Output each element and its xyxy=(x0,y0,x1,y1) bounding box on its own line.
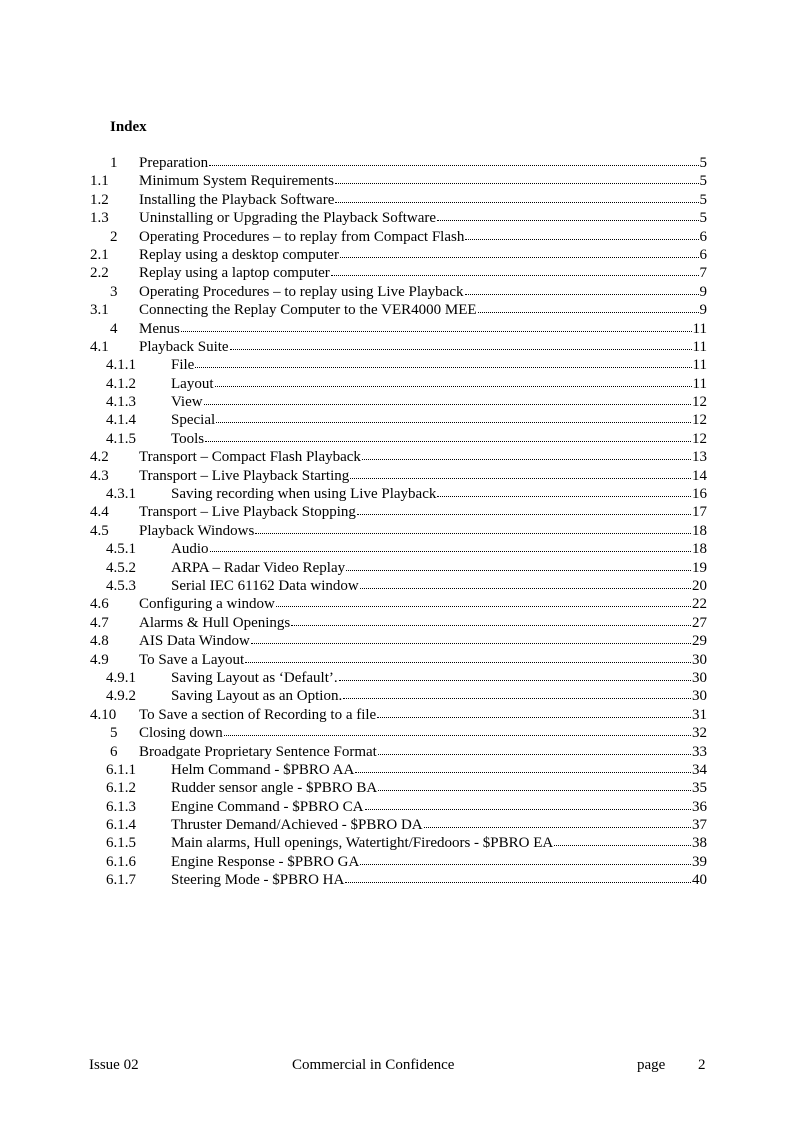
toc-section-number: 4.1.5 xyxy=(106,430,136,447)
toc-section-number: 4.1 xyxy=(90,338,109,355)
toc-title[interactable]: Thruster Demand/Achieved - $PBRO DA xyxy=(171,817,423,834)
toc-title[interactable]: Installing the Playback Software xyxy=(139,191,335,208)
toc-page-number: 6 xyxy=(699,228,707,245)
toc-entry[interactable] xyxy=(171,540,707,558)
toc-entry[interactable] xyxy=(139,503,707,521)
toc-dot-leader xyxy=(355,760,691,773)
toc-row[interactable] xyxy=(0,209,793,227)
toc-title[interactable]: Helm Command - $PBRO AA xyxy=(171,761,355,778)
toc-page-number: 31 xyxy=(692,706,707,723)
footer-confidentiality: Commercial in Confidence xyxy=(292,1057,455,1073)
toc-row[interactable] xyxy=(0,503,793,521)
toc-section-number: 6.1.4 xyxy=(106,817,136,834)
toc-page-number: 34 xyxy=(692,761,707,778)
toc-row[interactable] xyxy=(0,411,793,429)
toc-section-number: 4.1.4 xyxy=(106,412,136,429)
toc-page-number: 30 xyxy=(692,669,707,686)
toc-section-number: 3.1 xyxy=(90,302,109,319)
toc-dot-leader xyxy=(224,723,691,736)
toc-section-number: 4.9.2 xyxy=(106,688,136,705)
toc-row[interactable] xyxy=(0,853,793,871)
toc-section-number: 6.1.2 xyxy=(106,780,136,797)
toc-dot-leader xyxy=(276,594,691,607)
toc-dot-leader xyxy=(346,558,691,571)
toc-title[interactable]: AIS Data Window xyxy=(139,633,250,650)
toc-title[interactable]: Saving Layout as an Option. xyxy=(171,688,343,705)
toc-page-number: 35 xyxy=(692,780,707,797)
toc-dot-leader xyxy=(378,742,691,755)
toc-entry[interactable] xyxy=(139,338,707,356)
toc-dot-leader xyxy=(215,374,692,387)
toc-row[interactable] xyxy=(0,320,793,338)
toc-dot-leader xyxy=(245,650,691,663)
toc-section-number: 2.1 xyxy=(90,246,109,263)
toc-entry[interactable] xyxy=(171,871,707,889)
toc-row[interactable] xyxy=(0,375,793,393)
toc-entry[interactable] xyxy=(139,467,707,485)
toc-entry[interactable] xyxy=(171,816,707,834)
toc-title[interactable]: File xyxy=(171,357,195,374)
toc-entry[interactable] xyxy=(171,779,707,797)
toc-page-number: 5 xyxy=(699,173,707,190)
toc-dot-leader xyxy=(255,521,691,534)
toc-dot-leader xyxy=(251,631,691,644)
toc-title[interactable]: Layout xyxy=(171,375,214,392)
toc-dot-leader xyxy=(205,429,691,442)
toc-section-number: 6 xyxy=(110,743,118,760)
toc-title[interactable]: Special xyxy=(171,412,216,429)
footer-page-label: page xyxy=(637,1057,666,1073)
toc-entry[interactable] xyxy=(171,356,707,374)
toc-section-number: 3 xyxy=(110,283,118,300)
toc-section-number: 1.3 xyxy=(90,210,109,227)
toc-page-number: 5 xyxy=(699,191,707,208)
toc-entry[interactable] xyxy=(139,448,707,466)
toc-dot-leader xyxy=(335,171,699,184)
toc-row[interactable] xyxy=(0,798,793,816)
toc-entry[interactable] xyxy=(139,283,707,301)
toc-row[interactable] xyxy=(0,651,793,669)
toc-dot-leader xyxy=(291,613,691,626)
toc-entry[interactable] xyxy=(171,393,707,411)
toc-title[interactable]: Transport – Live Playback Starting xyxy=(139,467,350,484)
toc-section-number: 4.8 xyxy=(90,633,109,650)
toc-row[interactable] xyxy=(0,172,793,190)
toc-entry[interactable] xyxy=(171,375,707,393)
toc-row[interactable] xyxy=(0,595,793,613)
toc-section-number: 6.1.1 xyxy=(106,761,136,778)
toc-dot-leader xyxy=(554,833,691,846)
toc-row[interactable] xyxy=(0,246,793,264)
toc-entry[interactable] xyxy=(139,651,707,669)
toc-row[interactable] xyxy=(0,154,793,172)
toc-title[interactable]: Closing down xyxy=(139,725,223,742)
toc-title[interactable]: Alarms & Hull Openings xyxy=(139,614,291,631)
toc-entry[interactable] xyxy=(139,632,707,650)
toc-dot-leader xyxy=(362,447,691,460)
toc-section-number: 1 xyxy=(110,155,118,171)
toc-section-number: 1.1 xyxy=(90,173,109,190)
toc-entry[interactable] xyxy=(171,430,707,448)
toc-section-number: 6.1.6 xyxy=(106,853,136,870)
toc-row[interactable] xyxy=(0,301,793,319)
toc-row[interactable] xyxy=(0,228,793,246)
toc-dot-leader xyxy=(209,153,698,166)
toc-dot-leader xyxy=(230,337,692,350)
toc-title[interactable]: Operating Procedures – to replay from Compact Flash xyxy=(139,228,465,245)
footer-page-number: 2 xyxy=(698,1057,706,1073)
toc-page-number: 38 xyxy=(692,835,707,852)
toc-section-number: 4.5.2 xyxy=(106,559,136,576)
toc-dot-leader xyxy=(377,705,691,718)
toc-entry[interactable] xyxy=(139,172,707,190)
toc-page-number: 11 xyxy=(692,375,707,392)
toc-dot-leader xyxy=(210,539,692,552)
toc-page-number: 18 xyxy=(692,522,707,539)
toc-title[interactable]: Saving recording when using Live Playback xyxy=(171,486,437,503)
toc-dot-leader xyxy=(195,355,691,368)
toc-title[interactable]: Connecting the Replay Computer to the VER4000 MEE xyxy=(139,302,477,319)
toc-row[interactable] xyxy=(0,430,793,448)
toc-entry[interactable] xyxy=(139,724,707,742)
toc-section-number: 4.9 xyxy=(90,651,109,668)
toc-page-number: 12 xyxy=(692,430,707,447)
toc-title[interactable]: Operating Procedures – to replay using Live Playback xyxy=(139,283,464,300)
toc-entry[interactable] xyxy=(139,522,707,540)
toc-section-number: 4.7 xyxy=(90,614,109,631)
toc-title[interactable]: Engine Response - $PBRO GA xyxy=(171,853,360,870)
footer-issue: Issue 02 xyxy=(89,1057,139,1073)
toc-section-number: 6.1.5 xyxy=(106,835,136,852)
toc-row[interactable] xyxy=(0,559,793,577)
toc-entry[interactable] xyxy=(171,798,707,816)
toc-dot-leader xyxy=(331,263,699,276)
toc-page-number: 29 xyxy=(692,633,707,650)
toc-section-number: 4.4 xyxy=(90,504,109,521)
toc-title[interactable]: Steering Mode - $PBRO HA xyxy=(171,872,345,889)
toc-title[interactable]: Tools xyxy=(171,430,205,447)
toc-dot-leader xyxy=(340,245,699,258)
toc-row[interactable] xyxy=(0,191,793,209)
toc-section-number: 6.1.7 xyxy=(106,872,136,889)
toc-title[interactable]: Audio xyxy=(171,541,209,558)
toc-section-number: 4.3.1 xyxy=(106,486,136,503)
toc-page-number: 27 xyxy=(692,614,707,631)
toc-page-number: 9 xyxy=(699,283,707,300)
toc-row[interactable] xyxy=(0,522,793,540)
toc-entry[interactable] xyxy=(139,154,707,172)
toc-title[interactable]: Rudder sensor angle - $PBRO BA xyxy=(171,780,378,797)
toc-entry[interactable] xyxy=(139,614,707,632)
toc-page-number: 11 xyxy=(692,320,707,337)
toc-page-number: 19 xyxy=(692,559,707,576)
toc-page-number: 17 xyxy=(692,504,707,521)
toc-page-number: 5 xyxy=(699,210,707,227)
toc-title[interactable]: ARPA – Radar Video Replay xyxy=(171,559,346,576)
toc-row[interactable] xyxy=(0,393,793,411)
toc-row[interactable] xyxy=(0,743,793,761)
toc-row[interactable] xyxy=(0,467,793,485)
toc-dot-leader xyxy=(465,282,699,295)
toc-section-number: 4.6 xyxy=(90,596,109,613)
toc-dot-leader xyxy=(350,466,691,479)
toc-section-number: 5 xyxy=(110,725,118,742)
toc-title[interactable]: Replay using a desktop computer xyxy=(139,246,339,263)
toc-row[interactable] xyxy=(0,338,793,356)
toc-dot-leader xyxy=(345,870,691,883)
toc-dot-leader xyxy=(465,227,698,240)
toc-title[interactable]: Serial IEC 61162 Data window xyxy=(171,577,359,594)
toc-title[interactable]: Configuring a window xyxy=(139,596,275,613)
toc-page-number: 32 xyxy=(692,725,707,742)
toc-entry[interactable] xyxy=(171,761,707,779)
toc-entry[interactable] xyxy=(139,301,707,319)
toc-entry[interactable] xyxy=(171,411,707,429)
toc-section-number: 4.5 xyxy=(90,522,109,539)
toc-section-number: 6.1.3 xyxy=(106,798,136,815)
toc-page-number: 9 xyxy=(699,302,707,319)
toc-title[interactable]: View xyxy=(171,394,203,411)
toc-entry[interactable] xyxy=(139,743,707,761)
toc-section-number: 4.10 xyxy=(90,706,117,723)
toc-page-number: 14 xyxy=(692,467,707,484)
toc-dot-leader xyxy=(335,190,698,203)
toc-section-number: 4.3 xyxy=(90,467,109,484)
toc-page-number: 39 xyxy=(692,853,707,870)
toc-entry[interactable] xyxy=(171,485,707,503)
toc-row[interactable] xyxy=(0,448,793,466)
toc-entry[interactable] xyxy=(171,687,707,705)
toc-page-number: 22 xyxy=(692,596,707,613)
toc-dot-leader xyxy=(360,852,691,865)
toc-dot-leader xyxy=(424,815,691,828)
toc-title[interactable]: Replay using a laptop computer xyxy=(139,265,330,282)
toc-row[interactable] xyxy=(0,724,793,742)
toc-dot-leader xyxy=(478,300,699,313)
toc-page-number: 16 xyxy=(692,486,707,503)
toc-entry[interactable] xyxy=(139,228,707,246)
toc-section-number: 4.2 xyxy=(90,449,109,466)
toc-entry[interactable] xyxy=(139,320,707,338)
toc-page-number: 6 xyxy=(699,246,707,263)
toc-page-number: 7 xyxy=(699,265,707,282)
toc-section-number: 2 xyxy=(110,228,118,245)
toc-dot-leader xyxy=(343,686,691,699)
toc-page-number: 12 xyxy=(692,412,707,429)
toc-title[interactable]: Saving Layout as ‘Default’. xyxy=(171,669,338,686)
toc-page-number: 33 xyxy=(692,743,707,760)
toc-section-number: 4.1.3 xyxy=(106,394,136,411)
toc-row[interactable] xyxy=(0,356,793,374)
toc-row[interactable] xyxy=(0,485,793,503)
toc-section-number: 1.2 xyxy=(90,191,109,208)
toc-title[interactable]: Broadgate Proprietary Sentence Format xyxy=(139,743,377,760)
toc-entry[interactable] xyxy=(139,246,707,264)
toc-dot-leader xyxy=(181,319,692,332)
table-of-contents xyxy=(0,154,793,890)
toc-title[interactable]: Engine Command - $PBRO CA xyxy=(171,798,364,815)
toc-page-number: 30 xyxy=(692,651,707,668)
toc-page-number: 13 xyxy=(692,449,707,466)
toc-page-number: 30 xyxy=(692,688,707,705)
toc-dot-leader xyxy=(357,502,691,515)
toc-row[interactable] xyxy=(0,761,793,779)
toc-row[interactable] xyxy=(0,816,793,834)
toc-row[interactable] xyxy=(0,779,793,797)
toc-dot-leader xyxy=(437,484,691,497)
toc-row[interactable] xyxy=(0,577,793,595)
toc-row[interactable] xyxy=(0,871,793,889)
toc-entry[interactable] xyxy=(139,209,707,227)
toc-entry[interactable] xyxy=(139,595,707,613)
toc-dot-leader xyxy=(378,778,691,791)
toc-row[interactable] xyxy=(0,687,793,705)
toc-page-number: 18 xyxy=(692,541,707,558)
toc-row[interactable] xyxy=(0,669,793,687)
toc-section-number: 4.9.1 xyxy=(106,669,136,686)
toc-dot-leader xyxy=(437,208,698,221)
toc-row[interactable] xyxy=(0,283,793,301)
toc-entry[interactable] xyxy=(139,264,707,282)
toc-page-number: 11 xyxy=(692,338,707,355)
toc-dot-leader xyxy=(204,392,691,405)
toc-title[interactable]: Transport – Compact Flash Playback xyxy=(139,449,361,466)
toc-entry[interactable] xyxy=(139,706,707,724)
toc-page-number: 36 xyxy=(692,798,707,815)
toc-row[interactable] xyxy=(0,540,793,558)
toc-entry[interactable] xyxy=(171,577,707,595)
toc-row[interactable] xyxy=(0,632,793,650)
toc-row[interactable] xyxy=(0,264,793,282)
toc-title[interactable]: To Save a Layout xyxy=(139,651,245,668)
toc-entry[interactable] xyxy=(171,853,707,871)
toc-title[interactable]: Transport – Live Playback Stopping xyxy=(139,504,356,521)
toc-entry[interactable] xyxy=(171,834,707,852)
toc-page-number: 12 xyxy=(692,394,707,411)
toc-title[interactable]: Playback Windows xyxy=(139,522,255,539)
toc-title[interactable]: Playback Suite xyxy=(139,338,229,355)
toc-section-number: 4.1.2 xyxy=(106,375,136,392)
toc-title[interactable]: Uninstalling or Upgrading the Playback Software xyxy=(139,210,437,227)
toc-title[interactable]: To Save a section of Recording to a file xyxy=(139,706,377,723)
toc-row[interactable] xyxy=(0,706,793,724)
toc-section-number: 4.1.1 xyxy=(106,357,136,374)
toc-entry[interactable] xyxy=(139,191,707,209)
toc-title[interactable]: Preparation xyxy=(139,155,209,171)
toc-dot-leader xyxy=(339,668,691,681)
toc-page-number: 37 xyxy=(692,817,707,834)
toc-section-number: 4 xyxy=(110,320,118,337)
toc-section-number: 2.2 xyxy=(90,265,109,282)
toc-dot-leader xyxy=(216,410,691,423)
toc-section-number: 4.5.1 xyxy=(106,541,136,558)
toc-page-number: 40 xyxy=(692,872,707,889)
toc-title[interactable]: Menus xyxy=(139,320,180,337)
index-heading: Index xyxy=(110,119,147,135)
toc-entry[interactable] xyxy=(171,669,707,687)
toc-row[interactable] xyxy=(0,834,793,852)
toc-section-number: 4.5.3 xyxy=(106,577,136,594)
toc-title[interactable]: Minimum System Requirements xyxy=(139,173,334,190)
toc-title[interactable]: Main alarms, Hull openings, Watertight/Firedoors - $PBRO EA xyxy=(171,835,554,852)
toc-dot-leader xyxy=(365,797,691,810)
toc-dot-leader xyxy=(360,576,691,589)
toc-page-number: 11 xyxy=(692,357,707,374)
toc-row[interactable] xyxy=(0,614,793,632)
toc-page-number: 20 xyxy=(692,577,707,594)
toc-entry[interactable] xyxy=(171,559,707,577)
toc-page-number: 5 xyxy=(699,155,707,171)
